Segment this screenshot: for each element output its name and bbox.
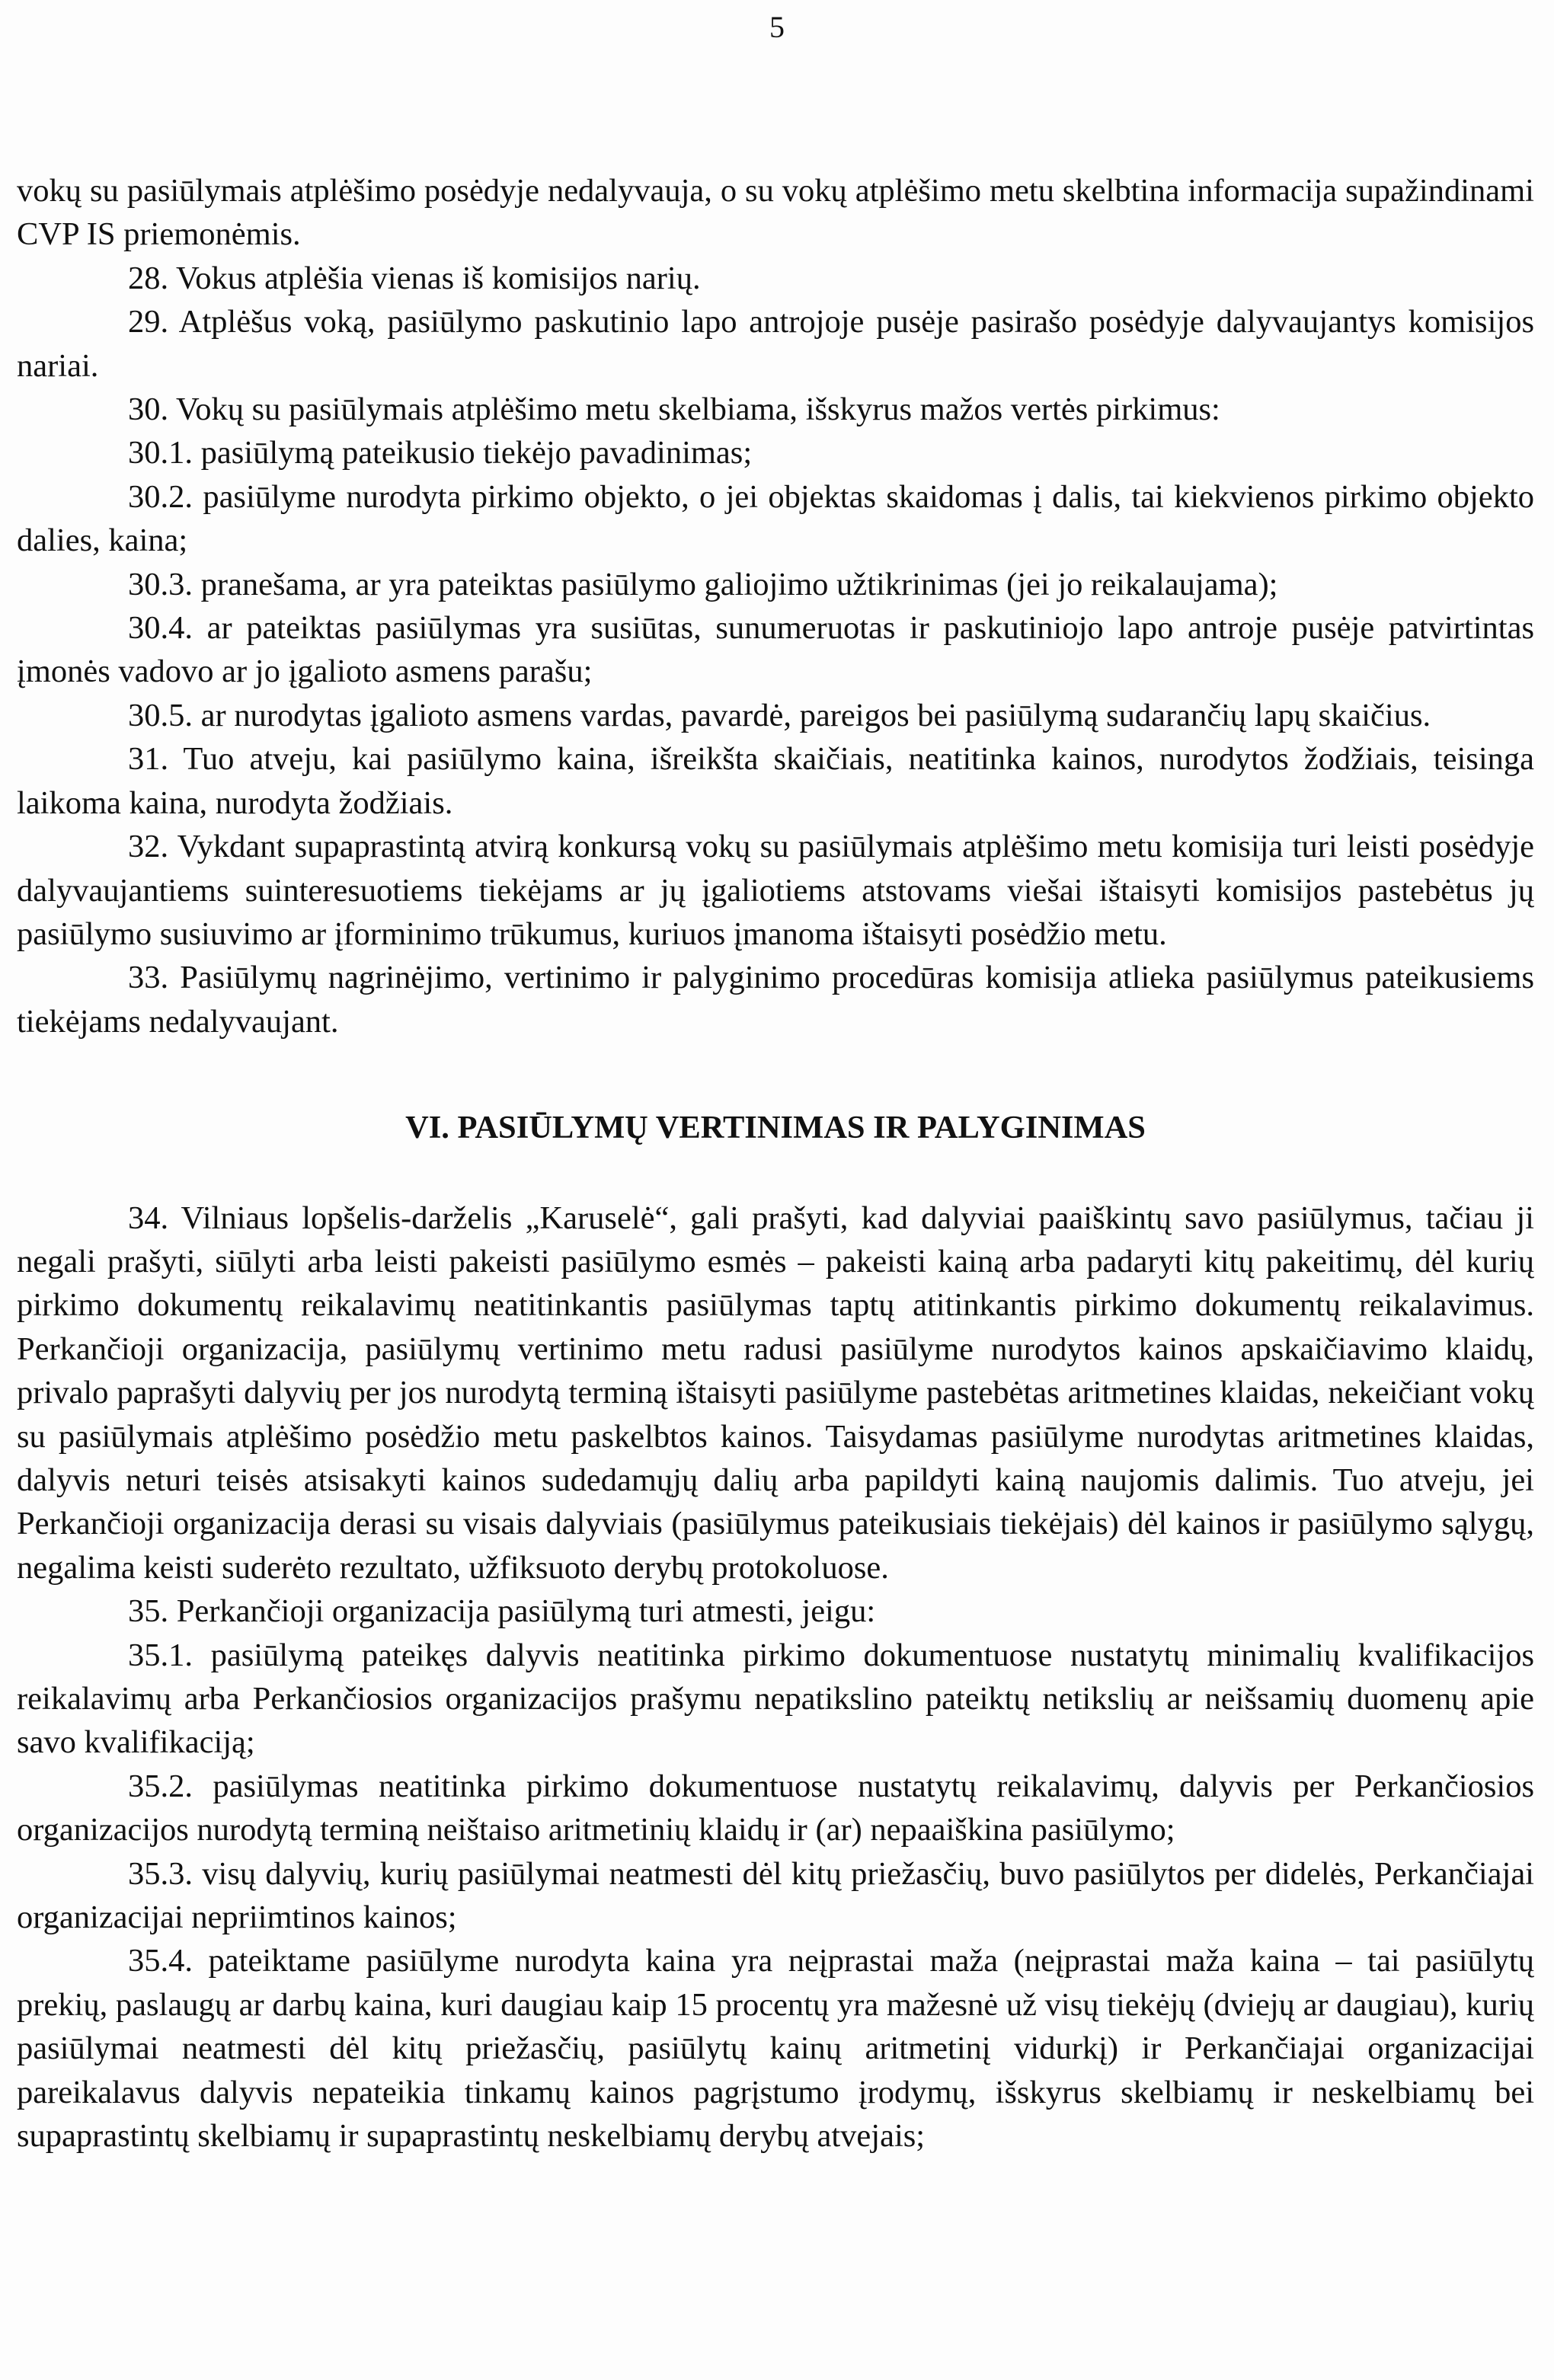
paragraph-28: 28. Vokus atplėšia vienas iš komisijos narių. xyxy=(128,260,701,296)
paragraph-32: 32. Vykdant supaprastintą atvirą konkursą vokų su pasiūlymais atplėšimo metu komisija turi leisti posėdyje dalyvaujantiems suinteresuotiems tiekėjams ar jų įgaliotiems atstovams viešai ištaisyti komisijos pastebėtus jų pasiūlymo susiuvimo ar įforminimo trūkumus, kuriuos įmanoma ištaisyti posėdžio metu. xyxy=(17,829,1534,952)
document-body xyxy=(17,169,1534,2158)
paragraph-30-4: 30.4. ar pateiktas pasiūlymas yra susiūtas, sunumeruotas ir paskutiniojo lapo antroje pusėje patvirtintas įmonės vadovo ar jo įgalioto asmens parašu; xyxy=(17,610,1534,690)
paragraph-27-continued: vokų su pasiūlymais atplėšimo posėdyje nedalyvauja, o su vokų atplėšimo metu skelbtina informacija supažindinami CVP IS priemonėmis. xyxy=(17,173,1534,253)
paragraph-35-3: 35.3. visų dalyvių, kurių pasiūlymai neatmesti dėl kitų priežasčių, buvo pasiūlytos per didelės, Perkančiajai organizacijai nepriimtinos kainos; xyxy=(17,1855,1534,1936)
paragraph-34: 34. Vilniaus lopšelis-darželis „Karuselė“, gali prašyti, kad dalyviai paaiškintų savo pasiūlymus, tačiau ji negali prašyti, siūlyti arba leisti pakeisti pasiūlymo esmės – pakeisti kainą arba padaryti kitų pakeitimų, dėl kurių pirkimo dokumentų reikalavimų neatitinkantis pasiūlymas taptų atitinkantis pirkimo dokumentų reikalavimus. Perkančioji organizacija, pasiūlymų vertinimo metu radusi pasiūlyme nurodytos kainos apskaičiavimo klaidų, privalo paprašyti dalyvių per jos nurodytą terminą ištaisyti pasiūlyme pastebėtas aritmetines klaidas, nekeičiant vokų su pasiūlymais atplėšimo posėdžio metu paskelbtos kainos. Taisydamas pasiūlyme nurodytas aritmetines klaidas, dalyvis neturi teisės atsisakyti kainos sudedamųjų dalių arba papildyti kainą naujomis dalimis. Tuo atveju, jei Perkančioji organizacija derasi su visais dalyviais (pasiūlymus pateikusiais tiekėjais) dėl kainos ir pasiūlymo sąlygų, negalima keisti suderėto rezultato, užfiksuoto derybų protokoluose. xyxy=(17,1200,1534,1586)
paragraph-35: 35. Perkančioji organizacija pasiūlymą turi atmesti, jeigu: xyxy=(128,1593,876,1630)
paragraph-30-1: 30.1. pasiūlymą pateikusio tiekėjo pavadinimas; xyxy=(128,435,753,471)
paragraph-35-1: 35.1. pasiūlymą pateikęs dalyvis neatitinka pirkimo dokumentuose nustatytų minimalių kvalifikacijos reikalavimų arba Perkančiosios organizacijos prašymu nepatikslino pateiktų netikslių ar neišsamių duomenų apie savo kvalifikaciją; xyxy=(17,1637,1534,1761)
paragraph-30-5: 30.5. ar nurodytas įgalioto asmens vardas, pavardė, pareigos bei pasiūlymą sudarančių lapų skaičius. xyxy=(128,697,1431,733)
paragraph-30: 30. Vokų su pasiūlymais atplėšimo metu skelbiama, išskyrus mažos vertės pirkimus: xyxy=(128,391,1220,428)
paragraph-29: 29. Atplėšus voką, pasiūlymo paskutinio lapo antrojoje pusėje pasirašo posėdyje dalyvaujantys komisijos nariai. xyxy=(17,304,1534,384)
paragraph-35-4: 35.4. pateiktame pasiūlyme nurodyta kaina yra neįprastai maža (neįprastai maža kaina – tai pasiūlytų prekių, paslaugų ar darbų kaina, kuri daugiau kaip 15 procentų yra mažesnė už visų tiekėjų (dviejų ar daugiau), kurių pasiūlymai neatmesti dėl kitų priežasčių, pasiūlytų kainų aritmetinį vidurkį) ir Perkančiajai organizacijai pareikalavus dalyvis nepateikia tinkamų kainos pagrįstumo įrodymų, išskyrus skelbiamų ir neskelbiamų bei supaprastintų skelbiamų ir supaprastintų neskelbiamų derybų atvejais; xyxy=(17,1943,1534,2155)
paragraph-35-2: 35.2. pasiūlymas neatitinka pirkimo dokumentuose nustatytų reikalavimų, dalyvis per Perkančiosios organizacijos nurodytą terminą neištaiso aritmetinių klaidų ir (ar) nepaaiškina pasiūlymo; xyxy=(17,1768,1534,1848)
paragraph-31: 31. Tuo atveju, kai pasiūlymo kaina, išreikšta skaičiais, neatitinka kainos, nurodytos žodžiais, teisinga laikoma kaina, nurodyta žodžiais. xyxy=(17,741,1534,821)
page-number: 5 xyxy=(769,10,785,44)
paragraph-30-3: 30.3. pranešama, ar yra pateiktas pasiūlymo galiojimo užtikrinimas (jei jo reikalaujama); xyxy=(128,566,1278,602)
paragraph-33: 33. Pasiūlymų nagrinėjimo, vertinimo ir palyginimo procedūras komisija atlieka pasiūlymus pateikusiems tiekėjams nedalyvaujant. xyxy=(17,960,1534,1040)
section-title: VI. PASIŪLYMŲ VERTINIMAS IR PALYGINIMAS xyxy=(405,1110,1146,1146)
paragraph-30-2: 30.2. pasiūlyme nurodyta pirkimo objekto, o jei objektas skaidomas į dalis, tai kiekvienos pirkimo objekto dalies, kaina; xyxy=(17,478,1534,559)
